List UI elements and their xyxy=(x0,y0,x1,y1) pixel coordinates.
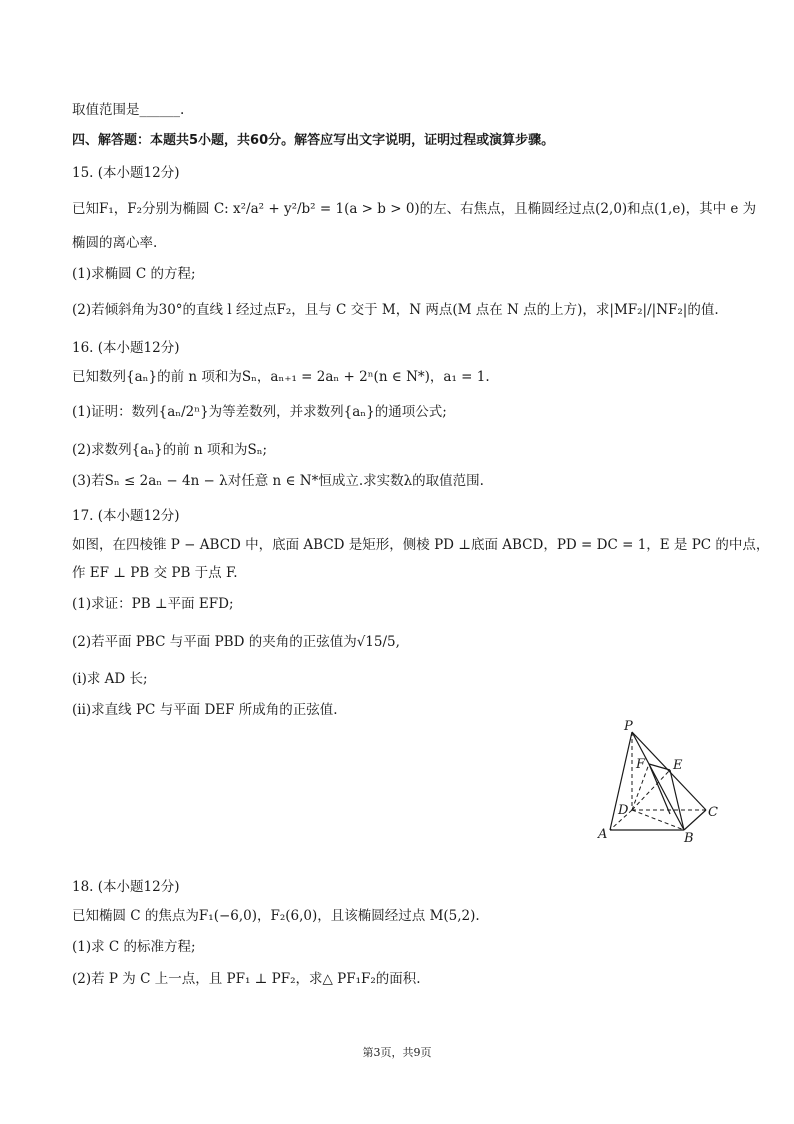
text-line: 取值范围是______. xyxy=(72,102,185,118)
text-line: (2)若 P 为 C 上一点，且 PF₁ ⊥ PF₂，求△ PF₁F₂的面积. xyxy=(72,971,421,987)
page-footer: 第3页，共9页 xyxy=(362,1046,432,1059)
text-line: (1)求椭圆 C 的方程; xyxy=(72,266,196,282)
text-line: 已知椭圆 C 的焦点为F₁(−6,0)，F₂(6,0)，且该椭圆经过点 M(5,2). xyxy=(72,908,480,924)
edge-BC xyxy=(684,810,706,830)
text-line: 椭圆的离心率. xyxy=(72,235,158,251)
label-P: P xyxy=(624,719,633,734)
label-B: B xyxy=(684,831,694,846)
text-line: 作 EF ⊥ PB 交 PB 于点 F. xyxy=(72,565,238,581)
text-line: (i)求 AD 长; xyxy=(72,671,148,687)
label-D: D xyxy=(618,803,629,818)
text-line: (ii)求直线 PC 与平面 DEF 所成角的正弦值. xyxy=(72,702,338,718)
text-line: 如图，在四棱锥 P − ABCD 中，底面 ABCD 是矩形，侧棱 PD ⊥底面 ABCD，PD = DC = 1，E 是 PC 的中点， xyxy=(72,537,770,553)
text-line: 18. (本小题12分) xyxy=(72,879,180,895)
edge-DB xyxy=(632,810,684,830)
label-A: A xyxy=(598,827,608,842)
text-line: (3)若Sₙ ≤ 2aₙ − 4n − λ对任意 n ∈ N*恒成立.求实数λ的取值范围. xyxy=(72,473,484,489)
edge-PB xyxy=(632,732,684,830)
pyramid-figure xyxy=(596,718,728,848)
text-line: (1)证明：数列{aₙ/2ⁿ}为等差数列，并求数列{aₙ}的通项公式; xyxy=(72,404,447,420)
label-E: E xyxy=(673,758,683,773)
text-line: (2)若平面 PBC 与平面 PBD 的夹角的正弦值为√15/5, xyxy=(72,634,400,650)
text-line: 已知F₁，F₂分别为椭圆 C: x²/a² + y²/b² = 1(a > b > 0)的左、右焦点，且椭圆经过点(2,0)和点(1,e)，其中 e 为 xyxy=(72,201,757,217)
text-line: (2)若倾斜角为30°的直线 l 经过点F₂，且与 C 交于 M，N 两点(M 点在 N 点的上方)，求|MF₂|/|NF₂|的值. xyxy=(72,302,719,318)
text-line: (1)求 C 的标准方程; xyxy=(72,939,196,955)
text-line: 已知数列{aₙ}的前 n 项和为Sₙ，aₙ₊₁ = 2aₙ + 2ⁿ(n ∈ N*)，a₁ = 1. xyxy=(72,369,490,385)
section-heading: 四、解答题：本题共5小题，共60分。解答应写出文字说明，证明过程或演算步骤。 xyxy=(72,133,555,148)
edge-DE xyxy=(632,770,670,810)
text-line: 17. (本小题12分) xyxy=(72,508,180,524)
label-C: C xyxy=(708,805,718,820)
text-line: 15. (本小题12分) xyxy=(72,165,180,181)
label-F: F xyxy=(636,757,646,772)
text-line: (1)求证：PB ⊥平面 EFD; xyxy=(72,596,234,612)
text-line: 16. (本小题12分) xyxy=(72,340,180,356)
text-line: (2)求数列{aₙ}的前 n 项和为Sₙ; xyxy=(72,442,268,458)
